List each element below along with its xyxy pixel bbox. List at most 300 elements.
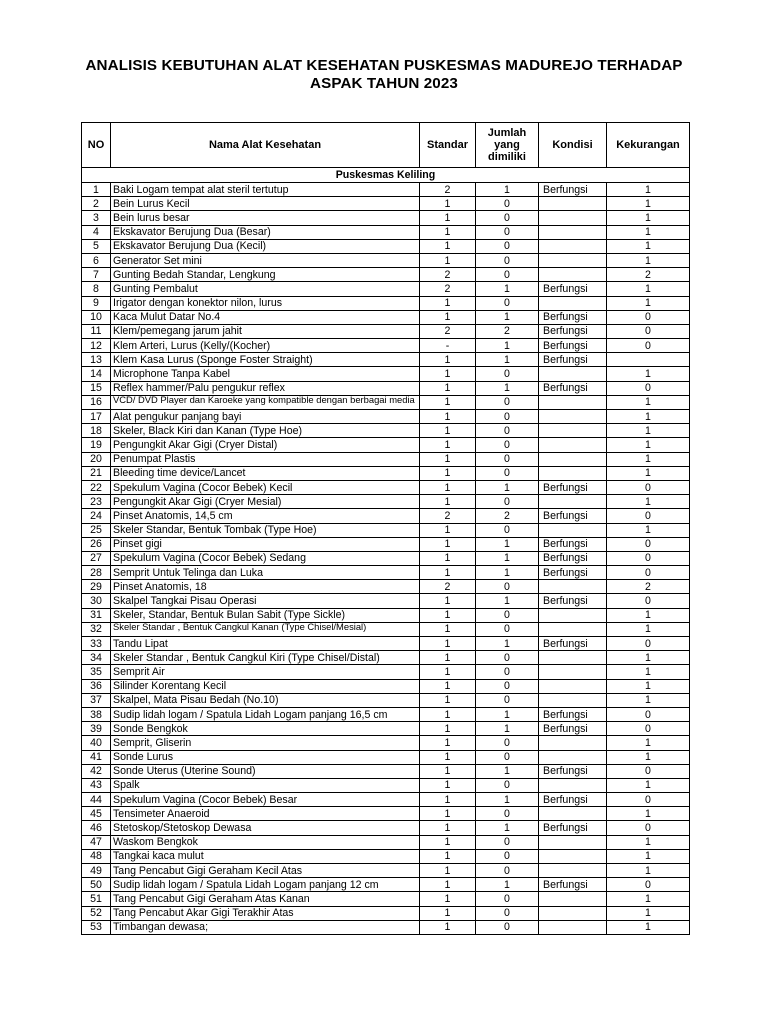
table-row <box>82 339 690 353</box>
cell-kekurangan: 1 <box>607 849 690 863</box>
cell-name: Ekskavator Berujung Dua (Kecil) <box>111 239 420 253</box>
cell-kondisi <box>539 410 607 424</box>
cell-jumlah: 0 <box>476 424 539 438</box>
cell-standar: 1 <box>420 793 476 807</box>
cell-jumlah: 1 <box>476 793 539 807</box>
cell-kekurangan <box>607 353 690 367</box>
cell-kondisi: Berfungsi <box>539 381 607 395</box>
cell-name: Penumpat Plastis <box>111 452 420 466</box>
cell-kekurangan: 0 <box>607 793 690 807</box>
cell-kekurangan: 0 <box>607 509 690 523</box>
header-jumlah: Jumlah yang dimiliki <box>476 123 539 168</box>
cell-jumlah: 2 <box>476 324 539 338</box>
cell-kekurangan: 1 <box>607 920 690 934</box>
table-row <box>82 296 690 310</box>
cell-name: Skalpel, Mata Pisau Bedah (No.10) <box>111 693 420 707</box>
cell-jumlah: 1 <box>476 878 539 892</box>
cell-jumlah: 1 <box>476 339 539 353</box>
cell-standar: 2 <box>420 183 476 197</box>
cell-kekurangan: 0 <box>607 878 690 892</box>
cell-kondisi <box>539 849 607 863</box>
cell-kondisi: Berfungsi <box>539 537 607 551</box>
cell-no: 26 <box>82 537 111 551</box>
cell-jumlah: 0 <box>476 849 539 863</box>
cell-name: Skeler Standar , Bentuk Cangkul Kanan (Type Chisel/Mesial) <box>111 622 420 636</box>
table-row <box>82 268 690 282</box>
cell-no: 46 <box>82 821 111 835</box>
cell-kondisi: Berfungsi <box>539 793 607 807</box>
cell-no: 33 <box>82 637 111 651</box>
table-row <box>82 750 690 764</box>
cell-jumlah: 1 <box>476 707 539 721</box>
cell-kekurangan: 1 <box>607 665 690 679</box>
cell-no: 51 <box>82 892 111 906</box>
table-row <box>82 835 690 849</box>
cell-name: Klem Kasa Lurus (Sponge Foster Straight) <box>111 353 420 367</box>
title-line-2: ASPAK TAHUN 2023 <box>310 75 458 92</box>
table-row <box>82 679 690 693</box>
section-row <box>82 168 690 183</box>
cell-kekurangan: 1 <box>607 225 690 239</box>
cell-jumlah: 0 <box>476 466 539 480</box>
cell-no: 21 <box>82 466 111 480</box>
cell-standar: 1 <box>420 892 476 906</box>
table-row <box>82 381 690 395</box>
cell-no: 52 <box>82 906 111 920</box>
cell-kondisi <box>539 608 607 622</box>
cell-name: Sonde Bengkok <box>111 722 420 736</box>
table-row <box>82 495 690 509</box>
cell-jumlah: 0 <box>476 906 539 920</box>
cell-kekurangan: 1 <box>607 736 690 750</box>
cell-name: Sonde Uterus (Uterine Sound) <box>111 764 420 778</box>
cell-jumlah: 0 <box>476 410 539 424</box>
title-line-1: ANALISIS KEBUTUHAN ALAT KESEHATAN PUSKESMAS MADUREJO TERHADAP <box>85 57 683 74</box>
cell-jumlah: 0 <box>476 807 539 821</box>
header-no: NO <box>82 123 111 168</box>
cell-standar: 2 <box>420 580 476 594</box>
cell-kekurangan: 1 <box>607 693 690 707</box>
cell-standar: 1 <box>420 381 476 395</box>
cell-kekurangan: 1 <box>607 892 690 906</box>
cell-name: Tandu Lipat <box>111 637 420 651</box>
cell-standar: 1 <box>420 693 476 707</box>
cell-kondisi <box>539 197 607 211</box>
cell-jumlah: 0 <box>476 268 539 282</box>
cell-no: 53 <box>82 920 111 934</box>
cell-name: Pinset Anatomis, 14,5 cm <box>111 509 420 523</box>
cell-kekurangan: 2 <box>607 268 690 282</box>
cell-jumlah: 1 <box>476 381 539 395</box>
header-kekurangan: Kekurangan <box>607 123 690 168</box>
header-kondisi: Kondisi <box>539 123 607 168</box>
cell-kondisi: Berfungsi <box>539 764 607 778</box>
cell-kondisi: Berfungsi <box>539 878 607 892</box>
cell-jumlah: 0 <box>476 920 539 934</box>
cell-standar: 1 <box>420 424 476 438</box>
cell-jumlah: 1 <box>476 183 539 197</box>
table-row <box>82 253 690 267</box>
cell-name: Spalk <box>111 778 420 792</box>
cell-no: 36 <box>82 679 111 693</box>
cell-kekurangan: 0 <box>607 566 690 580</box>
cell-no: 17 <box>82 410 111 424</box>
table-row <box>82 651 690 665</box>
cell-kekurangan: 0 <box>607 551 690 565</box>
cell-jumlah: 0 <box>476 835 539 849</box>
cell-name: Microphone Tanpa Kabel <box>111 367 420 381</box>
cell-standar: 1 <box>420 878 476 892</box>
document-title <box>60 57 708 93</box>
cell-kekurangan: 1 <box>607 282 690 296</box>
cell-kondisi <box>539 665 607 679</box>
cell-jumlah: 1 <box>476 537 539 551</box>
cell-no: 15 <box>82 381 111 395</box>
cell-no: 19 <box>82 438 111 452</box>
cell-jumlah: 0 <box>476 495 539 509</box>
cell-kekurangan: 1 <box>607 197 690 211</box>
cell-standar: 1 <box>420 778 476 792</box>
cell-no: 39 <box>82 722 111 736</box>
cell-jumlah: 0 <box>476 438 539 452</box>
cell-kondisi: Berfungsi <box>539 339 607 353</box>
cell-jumlah: 0 <box>476 679 539 693</box>
cell-name: Klem/pemegang jarum jahit <box>111 324 420 338</box>
cell-kondisi: Berfungsi <box>539 183 607 197</box>
cell-name: Pinset Anatomis, 18 <box>111 580 420 594</box>
cell-no: 44 <box>82 793 111 807</box>
cell-kondisi: Berfungsi <box>539 821 607 835</box>
cell-kekurangan: 1 <box>607 452 690 466</box>
cell-name: Skeler Standar, Bentuk Tombak (Type Hoe) <box>111 523 420 537</box>
table-row <box>82 183 690 197</box>
cell-no: 12 <box>82 339 111 353</box>
cell-no: 24 <box>82 509 111 523</box>
cell-standar: 1 <box>420 480 476 494</box>
table-row <box>82 424 690 438</box>
cell-kondisi <box>539 693 607 707</box>
table-row <box>82 892 690 906</box>
cell-name: Reflex hammer/Palu pengukur reflex <box>111 381 420 395</box>
cell-name: Stetoskop/Stetoskop Dewasa <box>111 821 420 835</box>
cell-standar: 2 <box>420 509 476 523</box>
cell-kekurangan: 1 <box>607 253 690 267</box>
cell-jumlah: 1 <box>476 353 539 367</box>
cell-no: 18 <box>82 424 111 438</box>
cell-jumlah: 0 <box>476 892 539 906</box>
cell-kekurangan: 1 <box>607 211 690 225</box>
cell-jumlah: 1 <box>476 566 539 580</box>
cell-no: 7 <box>82 268 111 282</box>
cell-standar: 1 <box>420 466 476 480</box>
table-row <box>82 622 690 636</box>
cell-kondisi <box>539 523 607 537</box>
cell-standar: 1 <box>420 637 476 651</box>
cell-kondisi <box>539 495 607 509</box>
cell-name: Baki Logam tempat alat steril tertutup <box>111 183 420 197</box>
cell-standar: 1 <box>420 211 476 225</box>
table-row <box>82 523 690 537</box>
cell-name: Skeler, Standar, Bentuk Bulan Sabit (Type Sickle) <box>111 608 420 622</box>
cell-kekurangan: 1 <box>607 778 690 792</box>
cell-kekurangan: 1 <box>607 864 690 878</box>
cell-no: 20 <box>82 452 111 466</box>
table-row <box>82 367 690 381</box>
table-row <box>82 906 690 920</box>
cell-name: Skalpel Tangkai Pisau Operasi <box>111 594 420 608</box>
cell-kondisi <box>539 750 607 764</box>
table-header-row <box>82 123 690 168</box>
cell-kondisi <box>539 778 607 792</box>
section-title: Puskesmas Keliling <box>82 168 690 183</box>
table-row <box>82 466 690 480</box>
cell-kekurangan: 1 <box>607 183 690 197</box>
cell-no: 23 <box>82 495 111 509</box>
cell-standar: 1 <box>420 197 476 211</box>
cell-kondisi <box>539 466 607 480</box>
table-row <box>82 395 690 409</box>
header-name: Nama Alat Kesehatan <box>111 123 420 168</box>
cell-name: Tang Pencabut Gigi Geraham Atas Kanan <box>111 892 420 906</box>
cell-kondisi: Berfungsi <box>539 722 607 736</box>
table-row <box>82 821 690 835</box>
cell-standar: 1 <box>420 750 476 764</box>
cell-name: Skeler, Black Kiri dan Kanan (Type Hoe) <box>111 424 420 438</box>
cell-standar: 1 <box>420 495 476 509</box>
cell-standar: 1 <box>420 608 476 622</box>
cell-name: Tangkai kaca mulut <box>111 849 420 863</box>
cell-no: 30 <box>82 594 111 608</box>
cell-standar: 1 <box>420 353 476 367</box>
cell-kekurangan: 1 <box>607 395 690 409</box>
cell-no: 3 <box>82 211 111 225</box>
cell-jumlah: 1 <box>476 282 539 296</box>
cell-standar: 1 <box>420 722 476 736</box>
cell-no: 40 <box>82 736 111 750</box>
cell-no: 14 <box>82 367 111 381</box>
cell-kekurangan: 1 <box>607 495 690 509</box>
table-row <box>82 920 690 934</box>
cell-standar: 1 <box>420 410 476 424</box>
cell-jumlah: 0 <box>476 197 539 211</box>
cell-name: Sonde Lurus <box>111 750 420 764</box>
cell-standar: 1 <box>420 864 476 878</box>
table-row <box>82 197 690 211</box>
cell-no: 43 <box>82 778 111 792</box>
cell-kondisi <box>539 225 607 239</box>
cell-kekurangan: 0 <box>607 764 690 778</box>
cell-jumlah: 0 <box>476 367 539 381</box>
cell-jumlah: 1 <box>476 310 539 324</box>
cell-jumlah: 0 <box>476 651 539 665</box>
cell-standar: 1 <box>420 310 476 324</box>
cell-standar: 1 <box>420 551 476 565</box>
cell-name: Kaca Mulut Datar No.4 <box>111 310 420 324</box>
table-row <box>82 580 690 594</box>
cell-kekurangan: 1 <box>607 608 690 622</box>
cell-name: Irigator dengan konektor nilon, lurus <box>111 296 420 310</box>
table-row <box>82 594 690 608</box>
table-row <box>82 537 690 551</box>
cell-no: 9 <box>82 296 111 310</box>
cell-kondisi <box>539 268 607 282</box>
cell-jumlah: 0 <box>476 778 539 792</box>
cell-name: Generator Set mini <box>111 253 420 267</box>
cell-standar: 1 <box>420 764 476 778</box>
cell-no: 31 <box>82 608 111 622</box>
cell-kondisi <box>539 679 607 693</box>
cell-kondisi <box>539 239 607 253</box>
cell-standar: 1 <box>420 707 476 721</box>
cell-kekurangan: 1 <box>607 622 690 636</box>
cell-standar: 1 <box>420 807 476 821</box>
cell-kondisi: Berfungsi <box>539 324 607 338</box>
cell-kekurangan: 0 <box>607 381 690 395</box>
table-row <box>82 693 690 707</box>
table-row <box>82 637 690 651</box>
cell-kekurangan: 1 <box>607 367 690 381</box>
cell-jumlah: 1 <box>476 480 539 494</box>
cell-jumlah: 0 <box>476 523 539 537</box>
cell-name: Silinder Korentang Kecil <box>111 679 420 693</box>
cell-standar: 1 <box>420 367 476 381</box>
table-row <box>82 324 690 338</box>
cell-name: Tensimeter Anaeroid <box>111 807 420 821</box>
cell-standar: 1 <box>420 821 476 835</box>
table-row <box>82 438 690 452</box>
table-row <box>82 310 690 324</box>
cell-jumlah: 0 <box>476 622 539 636</box>
cell-standar: 1 <box>420 594 476 608</box>
cell-kondisi <box>539 211 607 225</box>
cell-kondisi: Berfungsi <box>539 594 607 608</box>
cell-jumlah: 0 <box>476 239 539 253</box>
table-row <box>82 211 690 225</box>
cell-standar: 1 <box>420 665 476 679</box>
cell-jumlah: 0 <box>476 580 539 594</box>
cell-standar: 1 <box>420 296 476 310</box>
cell-kekurangan: 0 <box>607 324 690 338</box>
cell-standar: 1 <box>420 736 476 750</box>
cell-kekurangan: 0 <box>607 707 690 721</box>
table-row <box>82 878 690 892</box>
cell-name: Pengungkit Akar Gigi (Cryer Mesial) <box>111 495 420 509</box>
cell-kondisi: Berfungsi <box>539 282 607 296</box>
cell-standar: 2 <box>420 268 476 282</box>
cell-kondisi: Berfungsi <box>539 353 607 367</box>
cell-jumlah: 0 <box>476 253 539 267</box>
cell-kondisi <box>539 367 607 381</box>
cell-name: Ekskavator Berujung Dua (Besar) <box>111 225 420 239</box>
cell-jumlah: 0 <box>476 395 539 409</box>
cell-kekurangan: 0 <box>607 821 690 835</box>
cell-no: 1 <box>82 183 111 197</box>
cell-no: 6 <box>82 253 111 267</box>
table-row <box>82 452 690 466</box>
table-row <box>82 480 690 494</box>
cell-name: Bleeding time device/Lancet <box>111 466 420 480</box>
cell-no: 41 <box>82 750 111 764</box>
cell-jumlah: 1 <box>476 551 539 565</box>
table-row <box>82 849 690 863</box>
cell-name: Bein lurus besar <box>111 211 420 225</box>
table-row <box>82 410 690 424</box>
cell-name: Sudip lidah logam / Spatula Lidah Logam panjang 12 cm <box>111 878 420 892</box>
cell-no: 29 <box>82 580 111 594</box>
cell-name: VCD/ DVD Player dan Karoeke yang kompatible dengan berbagai media <box>111 395 420 409</box>
cell-no: 38 <box>82 707 111 721</box>
cell-jumlah: 0 <box>476 750 539 764</box>
cell-kondisi <box>539 395 607 409</box>
cell-no: 5 <box>82 239 111 253</box>
cell-kekurangan: 1 <box>607 296 690 310</box>
cell-kondisi <box>539 651 607 665</box>
cell-jumlah: 1 <box>476 594 539 608</box>
cell-kondisi <box>539 452 607 466</box>
cell-kekurangan: 1 <box>607 523 690 537</box>
cell-kekurangan: 1 <box>607 651 690 665</box>
cell-kondisi: Berfungsi <box>539 637 607 651</box>
cell-no: 50 <box>82 878 111 892</box>
table-row <box>82 353 690 367</box>
cell-jumlah: 0 <box>476 693 539 707</box>
cell-no: 32 <box>82 622 111 636</box>
table-row <box>82 239 690 253</box>
cell-kekurangan: 0 <box>607 339 690 353</box>
cell-name: Tang Pencabut Gigi Geraham Kecil Atas <box>111 864 420 878</box>
cell-standar: 1 <box>420 395 476 409</box>
cell-no: 4 <box>82 225 111 239</box>
cell-kondisi: Berfungsi <box>539 310 607 324</box>
cell-standar: 1 <box>420 452 476 466</box>
cell-no: 28 <box>82 566 111 580</box>
cell-no: 35 <box>82 665 111 679</box>
cell-kekurangan: 0 <box>607 480 690 494</box>
cell-no: 2 <box>82 197 111 211</box>
cell-standar: 1 <box>420 239 476 253</box>
cell-jumlah: 0 <box>476 608 539 622</box>
cell-standar: - <box>420 339 476 353</box>
cell-jumlah: 1 <box>476 722 539 736</box>
table-row <box>82 793 690 807</box>
cell-standar: 2 <box>420 282 476 296</box>
cell-kekurangan: 0 <box>607 310 690 324</box>
cell-standar: 1 <box>420 679 476 693</box>
cell-name: Bein Lurus Kecil <box>111 197 420 211</box>
cell-jumlah: 0 <box>476 736 539 750</box>
cell-name: Semprit Air <box>111 665 420 679</box>
cell-no: 45 <box>82 807 111 821</box>
cell-kekurangan: 1 <box>607 410 690 424</box>
cell-standar: 1 <box>420 438 476 452</box>
cell-jumlah: 2 <box>476 509 539 523</box>
cell-standar: 1 <box>420 566 476 580</box>
cell-standar: 2 <box>420 324 476 338</box>
cell-kondisi <box>539 920 607 934</box>
cell-kekurangan: 1 <box>607 239 690 253</box>
cell-kondisi <box>539 580 607 594</box>
cell-no: 27 <box>82 551 111 565</box>
cell-standar: 1 <box>420 835 476 849</box>
cell-kekurangan: 1 <box>607 438 690 452</box>
table-row <box>82 864 690 878</box>
table-row <box>82 764 690 778</box>
cell-standar: 1 <box>420 920 476 934</box>
cell-kekurangan: 0 <box>607 637 690 651</box>
cell-kondisi <box>539 296 607 310</box>
cell-no: 22 <box>82 480 111 494</box>
cell-kondisi <box>539 622 607 636</box>
